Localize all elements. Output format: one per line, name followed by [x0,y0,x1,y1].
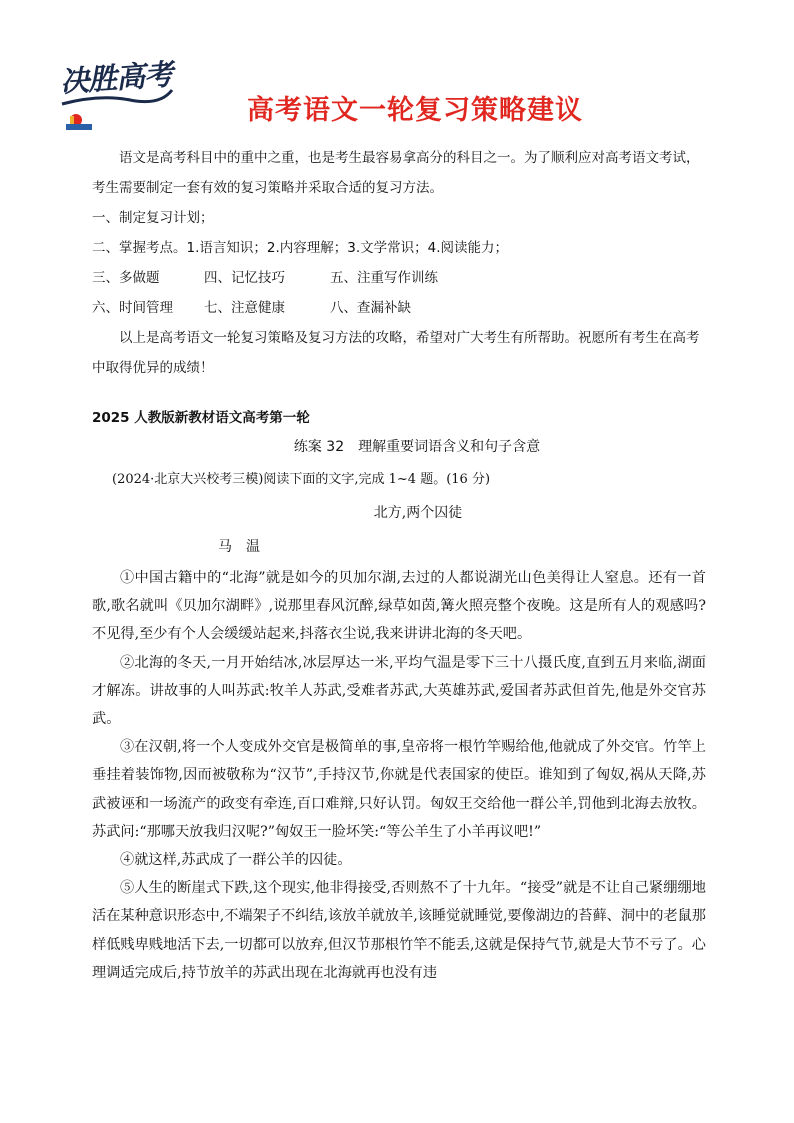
strategy-row-3 [92,263,704,293]
article-title: 北方,两个囚徒 [373,505,463,521]
article-paragraph-2: ②北海的冬天,一月开始结冰,冰层厚达一米,平均气温是零下三十八摄氏度,直到五月来临,湖面才解冻。讲故事的人叫苏武:牧羊人苏武,受难者苏武,大英雄苏武,爱国者苏武但首先,他是外交官苏武。 [92,654,706,728]
intro-section [92,143,704,383]
strategy-item-6: 六、时间管理 [92,300,173,316]
strategy-item-8: 八、查漏补缺 [330,300,411,316]
strategy-item-2: 二、掌握考点。1.语言知识；2.内容理解；3.文学常识；4.阅读能力； [92,240,509,256]
strategy-item-1: 一、制定复习计划； [92,210,214,226]
article-author: 马温 [218,539,274,555]
strategy-item-4: 四、记忆技巧 [204,270,285,286]
article-paragraph-3: ③在汉朝,将一个人变成外交官是极简单的事,皇帝将一根竹竿赐给他,他就成了外交官。竹竿上垂挂着装饰物,因而被敬称为“汉节”,手持汉节,你就是代表国家的使臣。谁知到了匈奴,祸从天降,苏武被诬和一场流产的政变有牵连,百口难辩,只好认罚。匈奴王交给他一群公羊,罚他到北海去放牧。苏武问:“那哪天放我归汉呢?”匈奴王一脸坏笑:“等公羊生了小羊再议吧!” [92,739,706,840]
article-paragraph-4: ④就这样,苏武成了一群公羊的囚徒。 [120,852,352,869]
lesson-title: 练案 32 理解重要词语含义和句子含意 [293,439,541,455]
strategy-row-4 [92,293,704,323]
page-title: 高考语文一轮复习策略建议 [247,95,583,126]
exercise-source: (2024·北京大兴校考三模)阅读下面的文字,完成 1~4 题。(16 分) [112,472,491,487]
article-paragraph-5: ⑤人生的断崖式下跌,这个现实,他非得接受,否则熬不了十九年。“接受”就是不让自己紧绷绷地活在某种意识形态中,不端架子不纠结,该放羊就放羊,该睡觉就睡觉,要像湖边的苔藓、洞中的老鼠那样低贱卑贱地活下去,一切都可以放弃,但汉节那根竹竿不能丢,这就是保持气节,就是大节不亏了。心理调适完成后,持节放羊的苏武出现在北海就再也没有违 [92,880,706,981]
intro-closing: 以上是高考语文一轮复习策略及复习方法的攻略，希望对广大考生有所帮助。祝愿所有考生在高考中取得优异的成绩！ [92,330,700,376]
intro-paragraph: 语文是高考科目中的重中之重，也是考生最容易拿高分的科目之一。为了顺利应对高考语文考试，考生需要制定一套有效的复习策略并采取合适的复习方法。 [92,150,700,196]
strategy-item-7: 七、注意健康 [204,300,285,316]
section-heading: 2025 人教版新教材语文高考第一轮 [92,410,310,426]
strategy-item-5: 五、注重写作训练 [330,270,438,286]
article-body [92,564,706,987]
article-paragraph-1: ①中国古籍中的“北海”就是如今的贝加尔湖,去过的人都说湖光山色美得让人窒息。还有一首歌,歌名就叫《贝加尔湖畔》,说那里春风沉醉,绿草如茵,篝火照亮整个夜晚。这是所有人的观感吗?不见得,至少有个人会缓缓站起来,抖落衣尘说,我来讲讲北海的冬天吧。 [92,570,706,643]
strategy-item-3: 三、多做题 [92,270,160,286]
logo-text: 决胜高考 [59,57,174,99]
